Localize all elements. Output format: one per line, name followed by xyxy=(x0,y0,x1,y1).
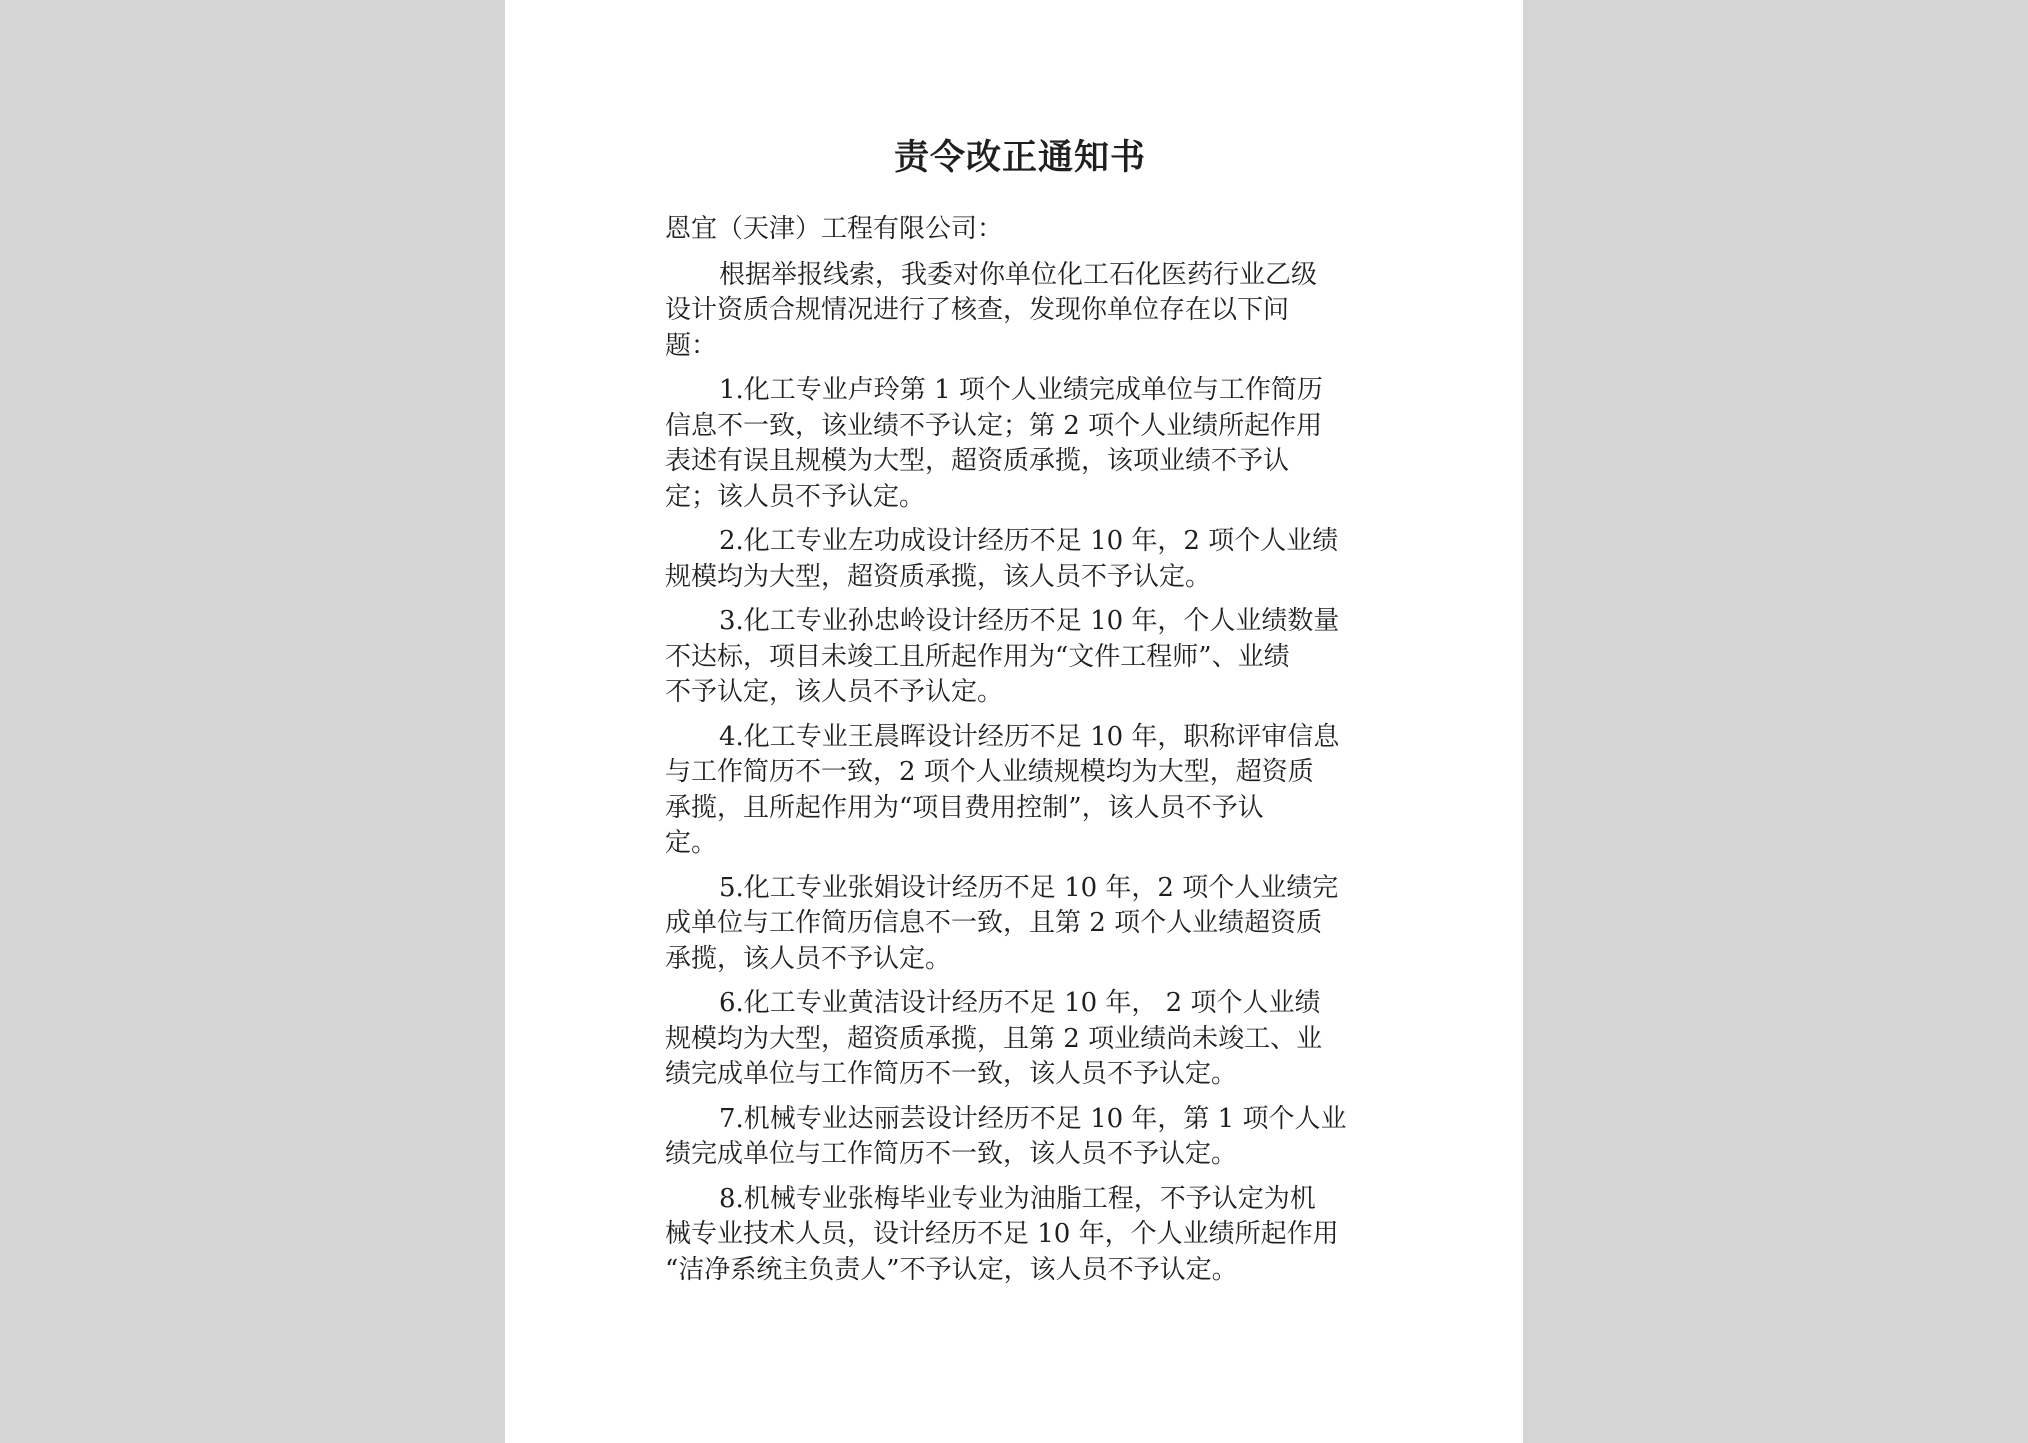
finding-line: 3.化工专业孙忠岭设计经历不足 10 年，个人业绩数量 xyxy=(719,606,1340,636)
finding-item-7 xyxy=(665,1102,1375,1173)
finding-line: 绩完成单位与工作简历不一致，该人员不予认定。 xyxy=(665,1059,1238,1089)
finding-line: 8.机械专业张梅毕业专业为油脂工程，不予认定为机 xyxy=(719,1183,1316,1214)
document-page xyxy=(505,0,1523,1443)
intro-line: 设计资质合规情况进行了核查，发现你单位存在以下问 xyxy=(665,295,1290,325)
finding-line: 绩完成单位与工作简历不一致，该人员不予认定。 xyxy=(665,1139,1238,1169)
finding-line: 不予认定，该人员不予认定。 xyxy=(665,677,1004,707)
finding-line: 承揽，且所起作用为“项目费用控制”，该人员不予认 xyxy=(665,792,1264,823)
finding-line: 1.化工专业卢玲第 1 项个人业绩完成单位与工作简历 xyxy=(719,375,1323,405)
finding-line: 6.化工专业黄洁设计经历不足 10 年， 2 项个人业绩 xyxy=(719,988,1321,1018)
finding-line: 5.化工专业张娟设计经历不足 10 年，2 项个人业绩完 xyxy=(719,872,1339,903)
intro-line: 题： xyxy=(665,330,718,361)
finding-line: 定；该人员不予认定。 xyxy=(665,481,926,512)
finding-line: 4.化工专业王晨晖设计经历不足 10 年，职称评审信息 xyxy=(719,721,1340,752)
document-title: 责令改正通知书 xyxy=(893,137,1146,178)
finding-line: 信息不一致，该业绩不予认定；第 2 项个人业绩所起作用 xyxy=(665,410,1323,441)
finding-line: 2.化工专业左功成设计经历不足 10 年，2 项个人业绩 xyxy=(719,526,1339,556)
finding-line: 承揽，该人员不予认定。 xyxy=(665,943,952,974)
finding-line: 7.机械专业达丽芸设计经历不足 10 年，第 1 项个人业 xyxy=(719,1103,1347,1134)
finding-line: 规模均为大型，超资质承揽，该人员不予认定。 xyxy=(665,561,1212,592)
intro-line: 根据举报线索，我委对你单位化工石化医药行业乙级 xyxy=(719,259,1318,290)
finding-line: 表述有误且规模为大型，超资质承揽，该项业绩不予认 xyxy=(665,446,1290,476)
finding-item-6 xyxy=(665,986,1375,1093)
intro-paragraph xyxy=(665,258,1375,365)
finding-line: 成单位与工作简历信息不一致，且第 2 项个人业绩超资质 xyxy=(665,908,1323,938)
finding-item-8 xyxy=(665,1182,1375,1289)
finding-line: 不达标，项目未竣工且所起作用为“文件工程师”、业绩 xyxy=(665,641,1290,672)
finding-item-1 xyxy=(665,373,1375,515)
finding-line: “洁净系统主负责人”不予认定，该人员不予认定。 xyxy=(665,1254,1238,1285)
finding-line: 规模均为大型，超资质承揽，且第 2 项业绩尚未竣工、业 xyxy=(665,1023,1323,1054)
finding-item-5 xyxy=(665,871,1375,978)
finding-item-3 xyxy=(665,604,1375,711)
finding-line: 定。 xyxy=(665,828,718,858)
finding-item-2 xyxy=(665,524,1375,595)
finding-line: 械专业技术人员，设计经历不足 10 年，个人业绩所起作用 xyxy=(665,1219,1339,1249)
finding-item-4 xyxy=(665,720,1375,862)
salutation: 恩宜（天津）工程有限公司： xyxy=(665,214,1004,244)
document-content xyxy=(665,128,1375,1297)
finding-line: 与工作简历不一致，2 项个人业绩规模均为大型，超资质 xyxy=(665,757,1314,787)
